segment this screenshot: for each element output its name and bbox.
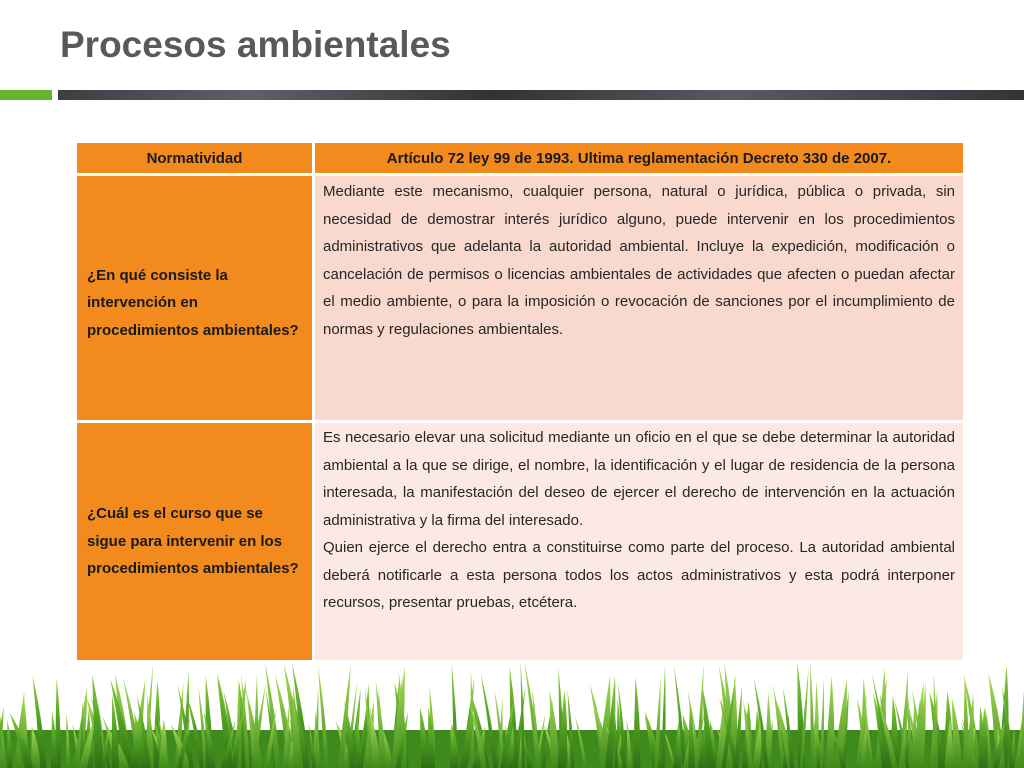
header-articulo: Artículo 72 ley 99 de 1993. Ultima reglamentación Decreto 330 de 2007. [315,143,963,176]
grass-blade [826,676,835,768]
answer-cell [315,176,963,423]
header-normatividad: Normatividad [77,143,315,176]
table-header-row [77,143,963,176]
answer-cell [315,423,963,660]
answer-paragraph: Quien ejerce el derecho entra a constituirse como parte del proceso. La autoridad ambiental deberá notificarle a esta persona todos los actos administrativos y esta podrá interponer recursos, presentar pruebas, etcétera. [323,539,955,611]
table-row [77,176,963,423]
answer-paragraph: Mediante este mecanismo, cualquier persona, natural o jurídica, pública o privada, sin necesidad de demostrar interés jurídico alguno, puede intervenir en los procedimientos administrativos que adelanta la autoridad ambiental. Incluye la expedición, modificación o cancelación de permisos o licencias ambientales de actividades que afecten o puedan afectar el medio ambiente, o para la imposición o revocación de sanciones por el incumplimiento de normas y regulaciones ambientales. [323,183,955,338]
answer-paragraph: Es necesario elevar una solicitud mediante un oficio en el que se debe determinar la autoridad ambiental a la que se dirige, el nombre, la identificación y el lugar de residencia de la persona interesada, la manifestación del deseo de ejercer el derecho de intervención en la actuación administrativa y la firma del interesado. [323,429,955,529]
info-table [77,143,963,660]
question-cell: ¿En qué consiste la intervención en procedimientos ambientales? [77,176,315,423]
question-cell: ¿Cuál es el curso que se sigue para intervenir en los procedimientos ambientales? [77,423,315,660]
grass-blade [661,664,665,768]
grass-illustration [0,660,1024,768]
accent-bar-green [0,90,52,100]
grass-blade [557,690,567,768]
info-table-container [77,143,963,660]
accent-bar-dark [58,90,1024,100]
grass-blade [550,691,559,768]
slide-title: Procesos ambientales [60,24,451,65]
grass-blade [633,677,640,768]
table-row [77,423,963,660]
